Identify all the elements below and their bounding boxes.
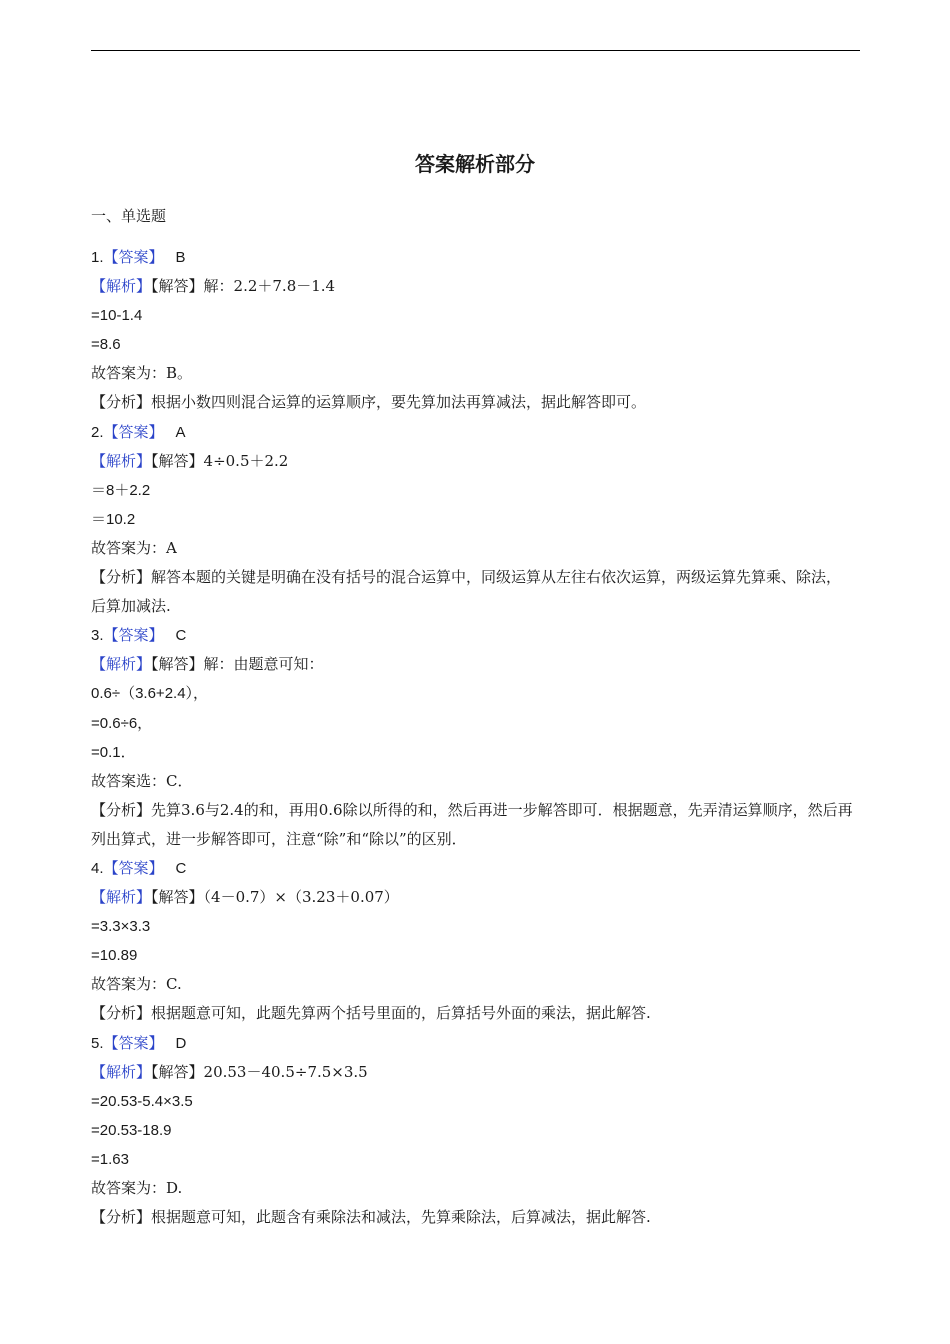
jiexi-label: 【解析】 xyxy=(91,451,152,470)
question-number: 4. xyxy=(91,859,104,877)
jiexi-label: 【解析】 xyxy=(91,655,152,674)
fenxi-line xyxy=(91,999,856,1028)
fenxi-line xyxy=(91,563,856,621)
question-block xyxy=(91,1029,856,1233)
jieda-text: （4－0.7）×（3.23＋0.07） xyxy=(203,888,399,907)
step-line: ＝8＋2.2 xyxy=(91,481,151,499)
answer-value: C xyxy=(175,627,187,645)
step-line: =10-1.4 xyxy=(91,307,143,325)
answer-value: D xyxy=(175,1034,187,1052)
jieda-label: 【解答】 xyxy=(151,451,204,470)
answer-line xyxy=(91,243,856,272)
step-line: =1.63 xyxy=(91,1150,129,1168)
step-line: ＝10.2 xyxy=(91,510,136,528)
fenxi-text: 根据小数四则混合运算的运算顺序，要先算加法再算减法，据此解答即可。 xyxy=(151,393,647,412)
question-block xyxy=(91,621,856,854)
question-number: 5. xyxy=(91,1034,104,1052)
fenxi-label: 【分析】 xyxy=(91,393,152,412)
jieda-label: 【解答】 xyxy=(151,1062,204,1081)
fenxi-text: 根据题意可知，此题先算两个括号里面的，后算括号外面的乘法，据此解答. xyxy=(151,1004,651,1023)
answer-list xyxy=(91,243,856,1232)
fenxi-text: 解答本题的关键是明确在没有括号的混合运算中，同级运算从左往右依次运算，两级运算先算乘、除法，后算加减法. xyxy=(91,568,842,616)
conclusion-line: 故答案为：B。 xyxy=(91,364,193,383)
fenxi-text: 先算3.6与2.4的和，再用0.6除以所得的和，然后再进一步解答即可．根据题意，先弄清运算顺序，然后再列出算式，进一步解答即可，注意“除”和“除以”的区别． xyxy=(91,800,853,848)
question-number: 3. xyxy=(91,627,104,645)
step-line: =0.1． xyxy=(91,743,136,761)
jiexi-line xyxy=(91,650,856,679)
answer-label: 【答案】 xyxy=(103,422,164,441)
section-heading: 一、单选题 xyxy=(91,207,167,225)
question-block xyxy=(91,854,856,1029)
jiexi-line xyxy=(91,447,856,476)
jiexi-line xyxy=(91,883,856,912)
conclusion-line: 故答案为：A xyxy=(91,538,177,557)
step-line: =3.3×3.3 xyxy=(91,918,151,936)
fenxi-label: 【分析】 xyxy=(91,568,152,587)
question-block xyxy=(91,418,856,622)
fenxi-label: 【分析】 xyxy=(91,1208,152,1227)
step-line: =0.6÷6， xyxy=(91,714,153,732)
step-line: =20.53-18.9 xyxy=(91,1121,172,1139)
answer-value: A xyxy=(175,423,186,441)
fenxi-text: 根据题意可知，此题含有乘除法和减法，先算乘除法，后算减法，据此解答. xyxy=(151,1208,651,1227)
step-line: =10.89 xyxy=(91,947,138,965)
jiexi-label: 【解析】 xyxy=(91,1062,152,1081)
jieda-label: 【解答】 xyxy=(151,888,204,907)
question-number: 1. xyxy=(91,249,104,266)
header-rule xyxy=(91,50,860,51)
jiexi-line xyxy=(91,1058,856,1087)
answer-value: B xyxy=(175,249,186,266)
answer-label: 【答案】 xyxy=(103,626,164,645)
answer-value: C xyxy=(175,859,187,877)
jiexi-line xyxy=(91,272,856,301)
jieda-label: 【解答】 xyxy=(151,655,204,674)
jieda-text: 20.53－40.5÷7.5×3.5 xyxy=(203,1062,368,1081)
fenxi-line xyxy=(91,796,856,854)
answer-line xyxy=(91,621,856,650)
jiexi-label: 【解析】 xyxy=(91,277,152,296)
answer-label: 【答案】 xyxy=(103,248,164,266)
fenxi-line xyxy=(91,388,856,417)
question-number: 2. xyxy=(91,423,104,441)
conclusion-line: 故答案为：C. xyxy=(91,975,182,994)
step-line: =20.53-5.4×3.5 xyxy=(91,1092,193,1110)
fenxi-line xyxy=(91,1203,856,1232)
step-line: =8.6 xyxy=(91,336,121,354)
answer-label: 【答案】 xyxy=(103,1033,164,1052)
jieda-text: 4÷0.5＋2.2 xyxy=(203,451,289,470)
jiexi-label: 【解析】 xyxy=(91,888,152,907)
jieda-text: 解：由题意可知： xyxy=(203,655,324,674)
step-line: 0.6÷（3.6+2.4）， xyxy=(91,685,209,703)
answer-line xyxy=(91,854,856,883)
answer-line xyxy=(91,418,856,447)
conclusion-line: 故答案选：C． xyxy=(91,771,193,790)
jieda-label: 【解答】 xyxy=(151,277,204,296)
answer-line xyxy=(91,1029,856,1058)
fenxi-label: 【分析】 xyxy=(91,800,152,819)
answer-label: 【答案】 xyxy=(103,858,164,877)
fenxi-label: 【分析】 xyxy=(91,1004,152,1023)
jieda-text: 解：2.2＋7.8－1.4 xyxy=(203,277,336,296)
page-title: 答案解析部分 xyxy=(415,152,535,176)
question-block xyxy=(91,243,856,418)
conclusion-line: 故答案为：D. xyxy=(91,1179,183,1197)
